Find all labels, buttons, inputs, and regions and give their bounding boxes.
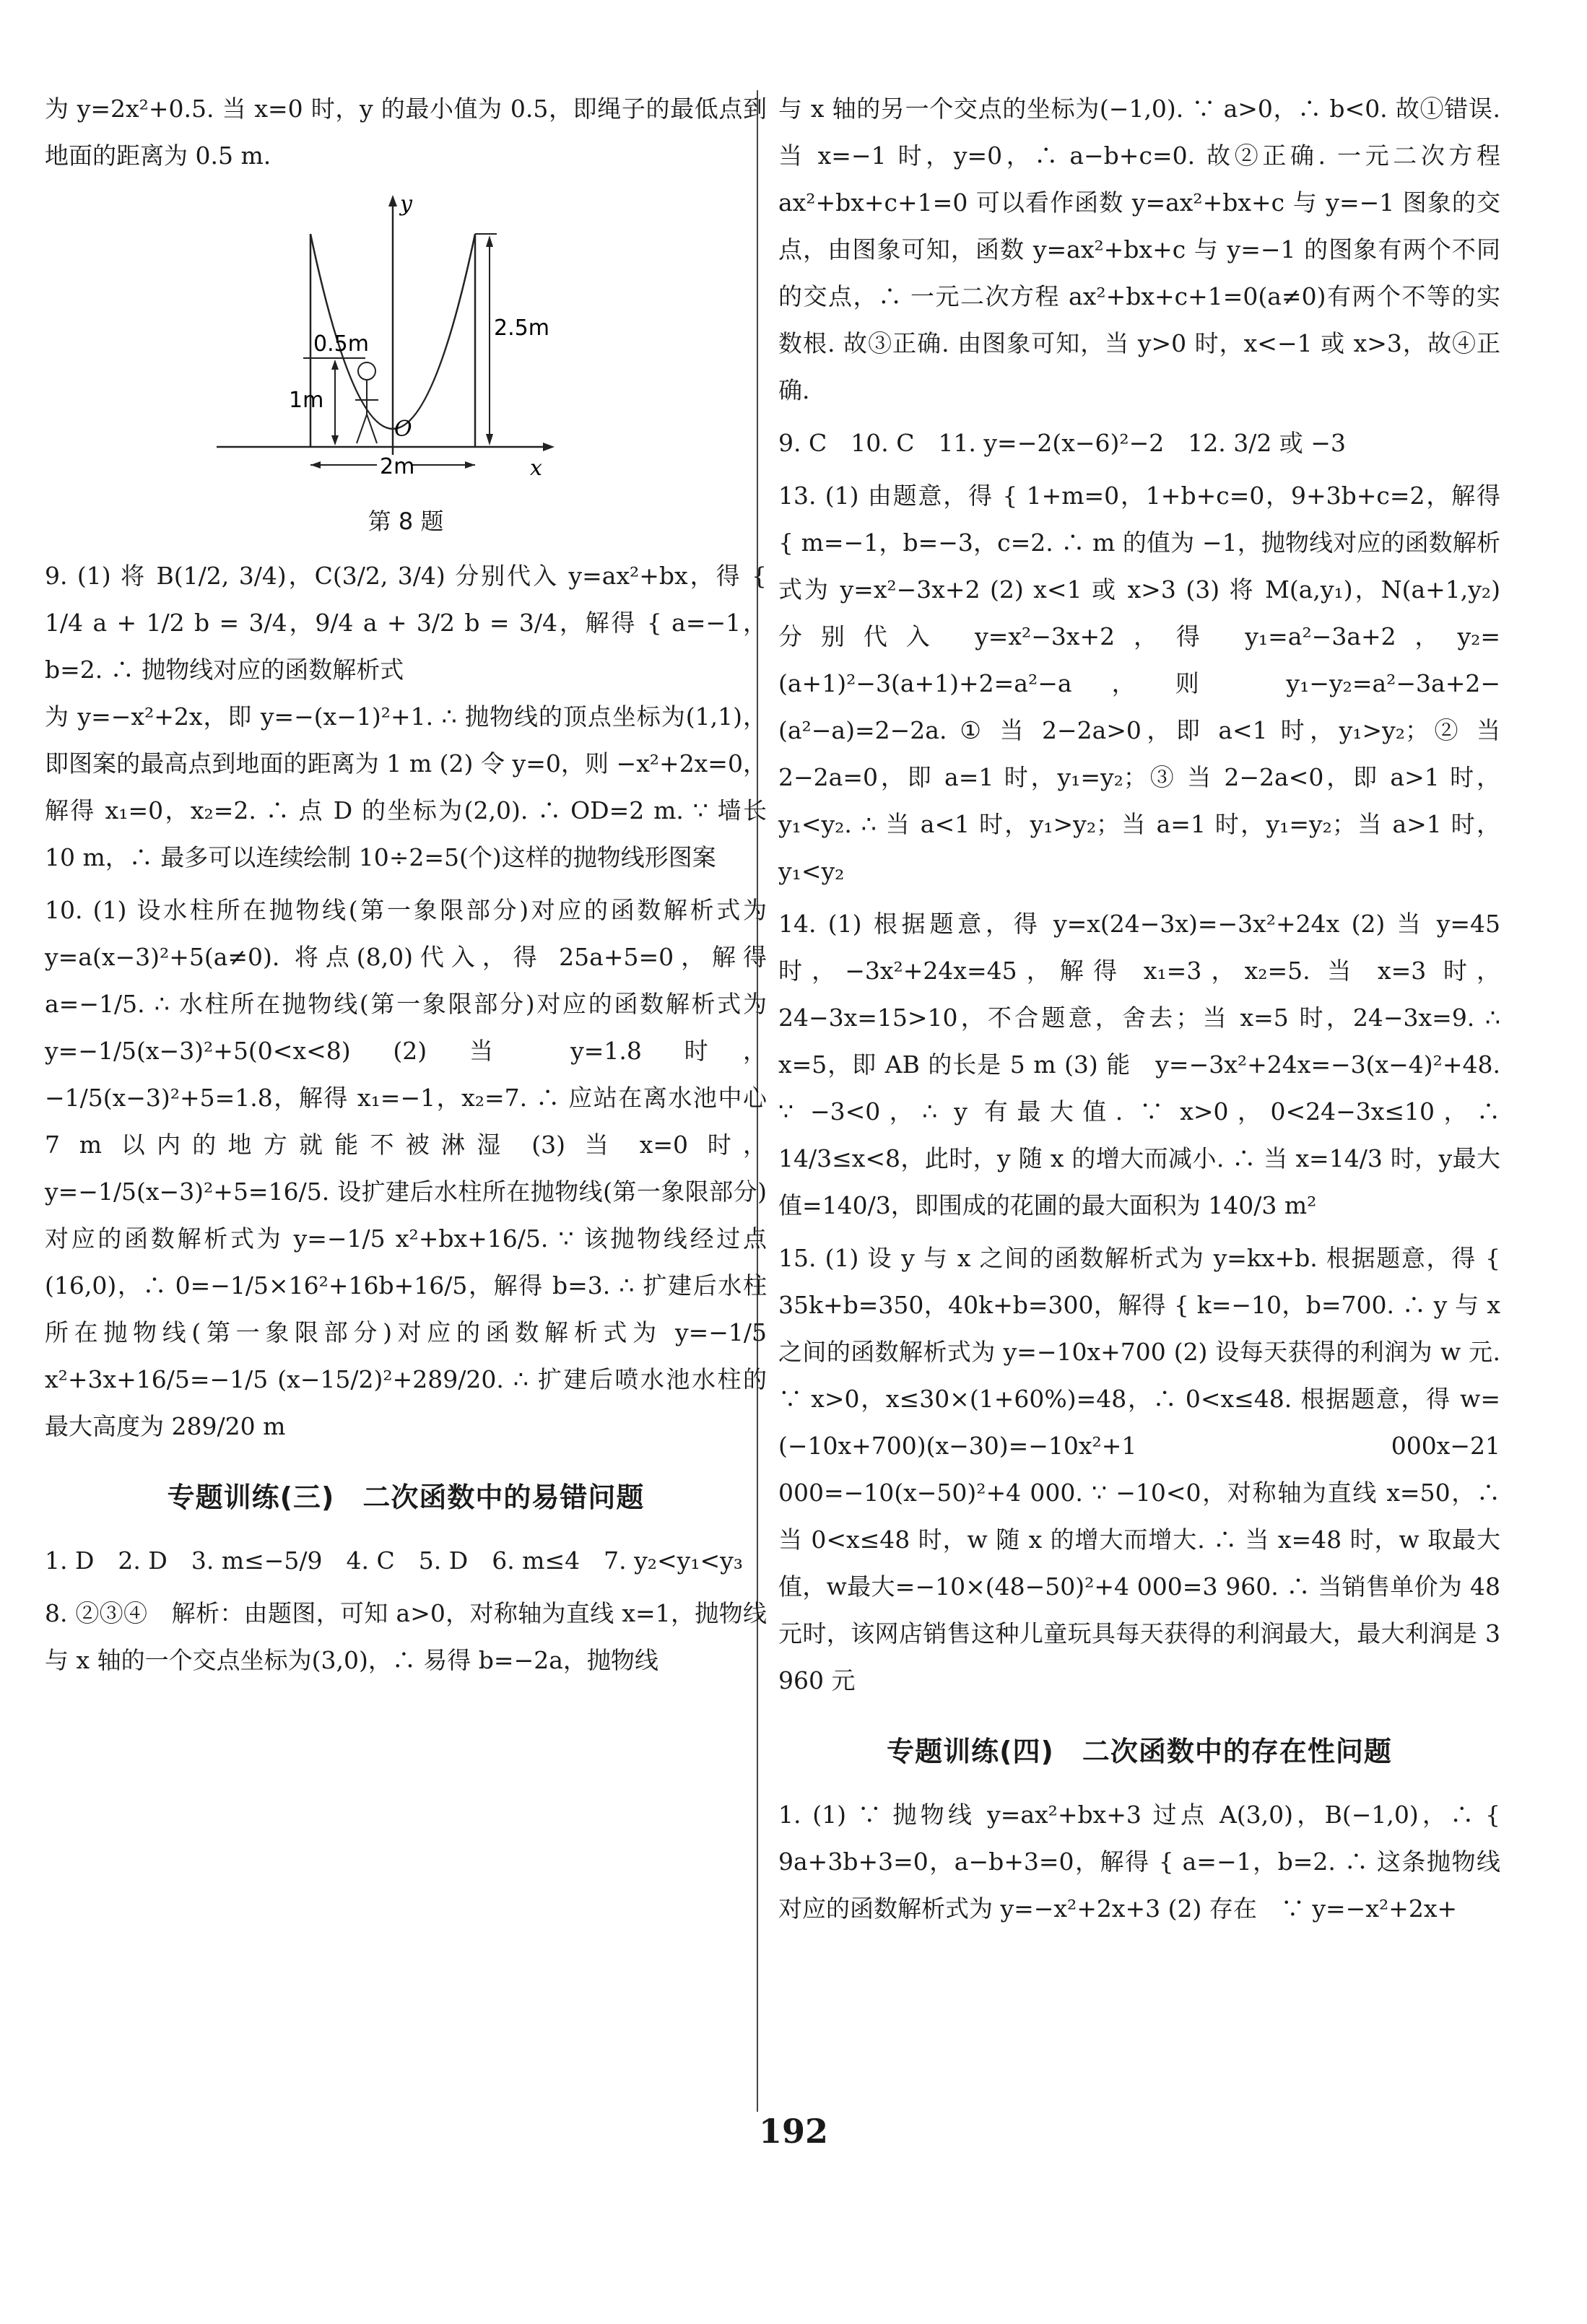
q14: 14. (1) 根据题意，得 y=x(24−3x)=−3x²+24x (2) 当 y=45 时，−3x²+24x=45，解得 x₁=3，x₂=5. 当 x=3 时，24−3x=15>10，不合题意，舍去；当 x=5 时，24−3x=9. ∴ x=5，即 AB 的长是 5 m (3) 能 y=−3x²+24x=−3(x−4)²+48. ∵ −3<0，∴ y 有最大值. ∵ x>0，0<24−3x≤10，∴ 14/3≤x<8，此时，y 随 x 的增大而减小. ∴ 当 x=14/3 时，y最大值=140/3，即围成的花圃的最大面积为 140/3 m² xyxy=(778,910,1500,1219)
section-heading-3: 专题训练(三) 二次函数中的易错问题 xyxy=(167,1481,645,1513)
q10: 10. (1) 设水柱所在抛物线(第一象限部分)对应的函数解析式为 y=a(x−3)²+5(a≠0). 将点(8,0)代入，得 25a+5=0，解得 a=−1/5. ∴ 水柱所在抛物线(第一象限部分)对应的函数解析式为 y=−1/5(x−3)²+5(0<x<8) (2) 当 y=1.8 时，−1/5(x−3)²+5=1.8，解得 x₁=−1，x₂=7. ∴ 应站在离水池中心 7 m 以内的地方就能不被淋湿 (3) 当 x=0 时，y=−1/5(x−3)²+5=16/5. 设扩建后水柱所在抛物线(第一象限部分)对应的函数解析式为 y=−1/5 x²+bx+16/5. ∵ 该抛物线经过点(16,0)，∴ 0=−1/5×16²+16b+16/5，解得 b=3. ∴ 扩建后水柱所在抛物线(第一象限部分)对应的函数解析式为 y=−1/5 x²+3x+16/5=−1/5 (x−15/2)²+289/20. ∴ 扩建后喷水池水柱的最大高度为 289/20 m xyxy=(45,896,767,1440)
label-y: y xyxy=(400,191,412,217)
figure-q8 xyxy=(204,191,608,545)
q15: 15. (1) 设 y 与 x 之间的函数解析式为 y=kx+b. 根据题意，得 { 35k+b=350，40k+b=300，解得 { k=−10，b=700. ∴ y 与 x 之间的函数解析式为 y=−10x+700 (2) 设每天获得的利润为 w 元. ∵ x>0，x≤30×(1+60%)=48，∴ 0<x≤48. 根据题意，得 w=(−10x+700)(x−30)=−10x²+1 000x−21 000=−10(x−50)²+4 000. ∵ −10<0，对称轴为直线 x=50，∴ 当 0<x≤48 时，w 随 x 的增大而增大. ∴ 当 x=48 时，w 取最大值，w最大=−10×(48−50)²+4 000=3 960. ∴ 当销售单价为 48 元时，该网店销售这种儿童玩具每天获得的利润最大，最大利润是 3 960 元 xyxy=(778,1244,1500,1694)
q8-answer-tail: 为 y=2x²+0.5. 当 x=0 时，y 的最小值为 0.5，即绳子的最低点到地面的距离为 0.5 m. xyxy=(45,95,767,170)
label-05m: 0.5m xyxy=(313,331,369,357)
label-25m: 2.5m xyxy=(494,315,549,341)
person-leg-right xyxy=(367,414,377,443)
dim-25m-arrow-down xyxy=(486,434,493,445)
dim-1m-arrow-up xyxy=(331,360,339,370)
rope-parabola-diagram xyxy=(204,191,608,494)
q8-analysis-continued: 与 x 轴的另一个交点的坐标为(−1,0). ∵ a>0，∴ b<0. 故①错误. 当 x=−1 时，y=0，∴ a−b+c=0. 故②正确. 一元二次方程 ax²+bx+c+1=0 可以看作函数 y=ax²+bx+c 与 y=−1 图象的交点，由图象可知，函数 y=ax²+bx+c 与 y=−1 的图象有两个不同的交点，∴ 一元二次方程 ax²+bx+c+1=0(a≠0)有两个不等的实数根. 故③正确. 由图象可知，当 y>0 时，x<−1 或 x>3，故④正确. xyxy=(778,95,1500,404)
q9-part2: 为 y=−x²+2x，即 y=−(x−1)²+1. ∴ 抛物线的顶点坐标为(1,1)，即图案的最高点到地面的距离为 1 m (2) 令 y=0，则 −x²+2x=0，解得 x₁=0，x₂=2. ∴ 点 D 的坐标为(2,0). ∴ OD=2 m. ∵ 墙长 10 m，∴ 最多可以连续绘制 10÷2=5(个)这样的抛物线形图案 xyxy=(45,702,767,871)
y-axis-arrow xyxy=(388,195,397,206)
person-leg-left xyxy=(357,414,367,443)
x-axis-arrow xyxy=(543,443,555,451)
q13: 13. (1) 由题意，得 { 1+m=0，1+b+c=0，9+3b+c=2，解得 { m=−1，b=−3，c=2. ∴ m 的值为 −1，抛物线对应的函数解析式为 y=x²−3x+2 (2) x<1 或 x>3 (3) 将 M(a,y₁)，N(a+1,y₂) 分别代入 y=x²−3x+2，得 y₁=a²−3a+2，y₂=(a+1)²−3(a+1)+2=a²−a，则 y₁−y₂=a²−3a+2−(a²−a)=2−2a. ① 当 2−2a>0，即 a<1 时，y₁>y₂；② 当 2−2a=0，即 a=1 时，y₁=y₂；③ 当 2−2a<0，即 a>1 时，y₁<y₂. ∴ 当 a<1 时，y₁>y₂；当 a=1 时，y₁=y₂；当 a>1 时，y₁<y₂ xyxy=(778,482,1500,885)
right-column xyxy=(778,85,1500,1932)
figure-caption: 第 8 题 xyxy=(368,508,444,535)
page-number: 192 xyxy=(758,2112,829,2151)
dim-25m-arrow-up xyxy=(486,235,493,247)
dim-1m-arrow-down xyxy=(331,435,339,445)
dim-2m-arrow-right xyxy=(465,461,475,469)
section4-q1: 1. (1) ∵ 抛物线 y=ax²+bx+3 过点 A(3,0)，B(−1,0)，∴ { 9a+3b+3=0，a−b+3=0，解得 { a=−1，b=2. ∴ 这条抛物线对应的函数解析式为 y=−x²+2x+3 (2) 存在 ∵ y=−x²+2x+ xyxy=(778,1801,1500,1923)
left-column xyxy=(45,85,767,1684)
person-head xyxy=(358,362,375,380)
label-2m: 2m xyxy=(380,454,415,479)
q8-analysis: 8. ②③④ 解析：由题图，可知 a>0，对称轴为直线 x=1，抛物线与 x 轴的一个交点坐标为(3,0)，∴ 易得 b=−2a，抛物线 xyxy=(45,1599,767,1674)
dim-2m-arrow-left xyxy=(310,461,321,469)
answers-section-3: 1. D 2. D 3. m≤−5/9 4. C 5. D 6. m≤4 7. y₂<y₁<y₃ xyxy=(45,1546,744,1575)
label-x: x xyxy=(530,456,542,481)
label-origin: O xyxy=(394,417,412,442)
answers-9-12: 9. C 10. C 11. y=−2(x−6)²−2 12. 3/2 或 −3 xyxy=(778,429,1346,457)
label-1m: 1m xyxy=(289,388,324,413)
section-heading-4: 专题训练(四) 二次函数中的存在性问题 xyxy=(887,1736,1392,1767)
q9-part1: 9. (1) 将 B(1/2, 3/4)，C(3/2, 3/4) 分别代入 y=ax²+bx，得 { 1/4 a + 1/2 b = 3/4，9/4 a + 3/2 b = 3/4，解得 { a=−1，b=2. ∴ 抛物线对应的函数解析式 xyxy=(45,562,767,684)
